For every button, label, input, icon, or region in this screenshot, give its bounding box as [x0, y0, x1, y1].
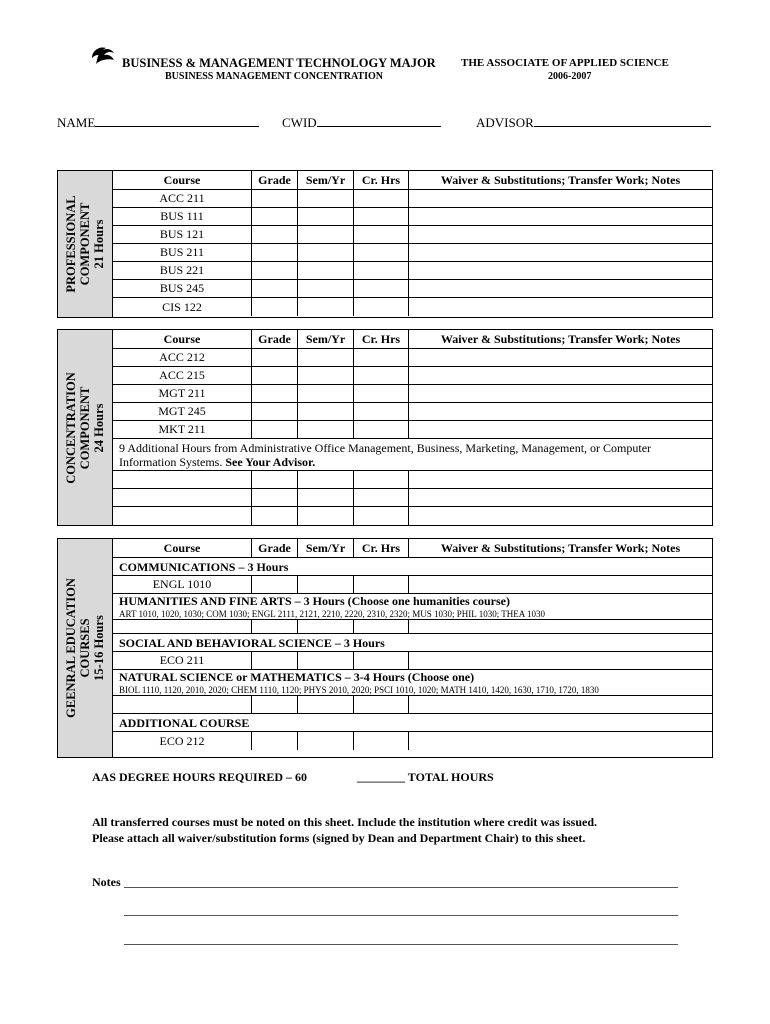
table-row[interactable] — [113, 262, 712, 280]
col-semyr: Sem/Yr — [305, 540, 346, 555]
general-education-section — [57, 538, 713, 758]
table-row[interactable] — [113, 652, 712, 670]
table-row[interactable] — [113, 226, 712, 244]
category-row — [113, 558, 712, 576]
name-label: NAME — [57, 115, 96, 130]
table-row[interactable] — [113, 696, 712, 714]
col-course: Course — [163, 540, 201, 555]
table-row[interactable] — [113, 620, 712, 634]
col-notes: Waiver & Substitutions; Transfer Work; Notes — [440, 540, 681, 555]
col-crhrs: Cr. Hrs — [361, 331, 401, 346]
name-field[interactable] — [57, 113, 259, 131]
additional-course-heading: ADDITIONAL COURSE — [119, 716, 250, 730]
table-row[interactable] — [113, 385, 712, 403]
cwid-field[interactable] — [282, 113, 441, 131]
side-label-line: COMPONENT — [78, 386, 92, 469]
table-row[interactable] — [113, 244, 712, 262]
professional-table — [113, 171, 712, 316]
table-row[interactable] — [113, 190, 712, 208]
col-course: Course — [163, 331, 201, 346]
professional-side-label — [58, 171, 113, 317]
additional-hours-row — [113, 439, 712, 471]
col-notes: Waiver & Substitutions; Transfer Work; Notes — [440, 172, 681, 187]
table-row[interactable] — [113, 349, 712, 367]
col-crhrs: Cr. Hrs — [361, 172, 401, 187]
col-crhrs: Cr. Hrs — [361, 540, 401, 555]
col-semyr: Sem/Yr — [305, 331, 346, 346]
degree-title: THE ASSOCIATE OF APPLIED SCIENCE — [461, 57, 669, 69]
major-title: BUSINESS & MANAGEMENT TECHNOLOGY MAJOR — [122, 56, 436, 70]
table-row[interactable] — [113, 421, 712, 439]
course-code: CIS 122 — [162, 299, 202, 314]
course-code: ACC 211 — [159, 191, 205, 205]
natural-science-course-list: BIOL 1110, 1120, 2010, 2020; CHEM 1110, 1120; PHYS 2010, 2020; PSCI 1010, 1020; MATH 1410, 1420, 1630, 1710, 1720, 1830 — [119, 685, 599, 695]
notes-line[interactable] — [124, 944, 678, 945]
waiver-note: Please attach all waiver/substitution forms (signed by Dean and Department Chair) to this sheet. — [92, 831, 586, 845]
humanities-heading: HUMANITIES AND FINE ARTS – 3 Hours (Choose one humanities course) — [119, 594, 510, 608]
table-row[interactable] — [113, 280, 712, 298]
category-row — [113, 670, 712, 696]
cwid-label: CWID — [282, 115, 317, 130]
table-row[interactable] — [113, 732, 712, 750]
course-code: BUS 221 — [159, 263, 205, 277]
col-grade: Grade — [258, 331, 291, 346]
category-row — [113, 594, 712, 620]
course-code: BUS 111 — [160, 209, 204, 223]
col-semyr: Sem/Yr — [305, 172, 346, 187]
concentration-section — [57, 329, 713, 526]
course-code: MGT 211 — [158, 386, 206, 400]
degree-hours-required: AAS DEGREE HOURS REQUIRED – 60 — [92, 770, 308, 784]
table-row[interactable] — [113, 489, 712, 507]
side-label-line: COURSES — [78, 618, 92, 678]
col-grade: Grade — [258, 540, 291, 555]
table-row[interactable] — [113, 507, 712, 525]
table-row[interactable] — [113, 471, 712, 489]
course-code: ENGL 1010 — [152, 577, 212, 591]
university-logo-icon — [90, 44, 116, 66]
total-hours-field[interactable]: ________ TOTAL HOURS — [357, 770, 494, 784]
concentration-side-label — [58, 330, 113, 525]
notes-line[interactable] — [124, 887, 678, 888]
course-code: BUS 245 — [159, 281, 205, 295]
side-label-line: GEENRAL EDUCATION — [64, 578, 78, 718]
col-notes: Waiver & Substitutions; Transfer Work; Notes — [440, 331, 681, 346]
table-header-row — [113, 330, 712, 349]
table-row[interactable] — [113, 208, 712, 226]
advisor-field[interactable] — [476, 113, 711, 131]
col-course: Course — [163, 172, 201, 187]
side-label-line: 21 Hours — [92, 219, 106, 269]
table-row[interactable] — [113, 298, 712, 316]
humanities-course-list: ART 1010, 1020, 1030; COM 1030; ENGL 2111, 2121, 2210, 2220, 2310, 2320; MUS 1030; PHIL 1030; THEA 1030 — [119, 609, 546, 619]
side-label-line: 24 Hours — [92, 403, 106, 452]
table-row[interactable] — [113, 576, 712, 594]
side-label-line: CONCENTRATION — [64, 371, 78, 484]
course-code: BUS 211 — [160, 245, 204, 259]
social-heading: SOCIAL AND BEHAVIORAL SCIENCE – 3 Hours — [119, 636, 385, 650]
catalog-year: 2006-2007 — [548, 71, 592, 82]
communications-heading: COMMUNICATIONS – 3 Hours — [119, 560, 289, 574]
course-code: ACC 212 — [159, 350, 205, 364]
course-code: MKT 211 — [158, 422, 206, 436]
course-code: BUS 121 — [159, 227, 205, 241]
side-label-line: 15-16 Hours — [92, 615, 106, 681]
course-code: ACC 215 — [159, 368, 205, 382]
course-code: ECO 212 — [159, 733, 205, 748]
category-row — [113, 714, 712, 732]
transfer-note: All transferred courses must be noted on this sheet. Include the institution where credit was issued. — [92, 815, 598, 829]
col-grade: Grade — [258, 172, 291, 187]
advisor-label: ADVISOR — [476, 115, 534, 130]
category-row — [113, 634, 712, 652]
general-table — [113, 539, 712, 750]
see-advisor-text: See Your Advisor. — [225, 455, 316, 469]
table-row[interactable] — [113, 367, 712, 385]
course-code: MGT 245 — [158, 404, 206, 418]
side-label-line: PROFESSIONAL — [64, 195, 78, 293]
table-row[interactable] — [113, 403, 712, 421]
notes-label: Notes — [92, 875, 121, 889]
course-code: ECO 211 — [159, 653, 205, 667]
notes-line[interactable] — [124, 915, 678, 916]
table-header-row — [113, 171, 712, 190]
concentration-table — [113, 330, 712, 525]
professional-section — [57, 170, 713, 318]
side-label-line: COMPONENT — [78, 202, 92, 286]
table-header-row — [113, 539, 712, 558]
natural-science-heading: NATURAL SCIENCE or MATHEMATICS – 3-4 Hours (Choose one) — [119, 670, 475, 684]
additional-hours-text: 9 Additional Hours from Administrative Office Management, Business, Marketing, Management, or Computer Information Systems. — [119, 441, 652, 469]
general-side-label — [58, 539, 113, 757]
concentration-subtitle: BUSINESS MANAGEMENT CONCENTRATION — [165, 71, 383, 82]
